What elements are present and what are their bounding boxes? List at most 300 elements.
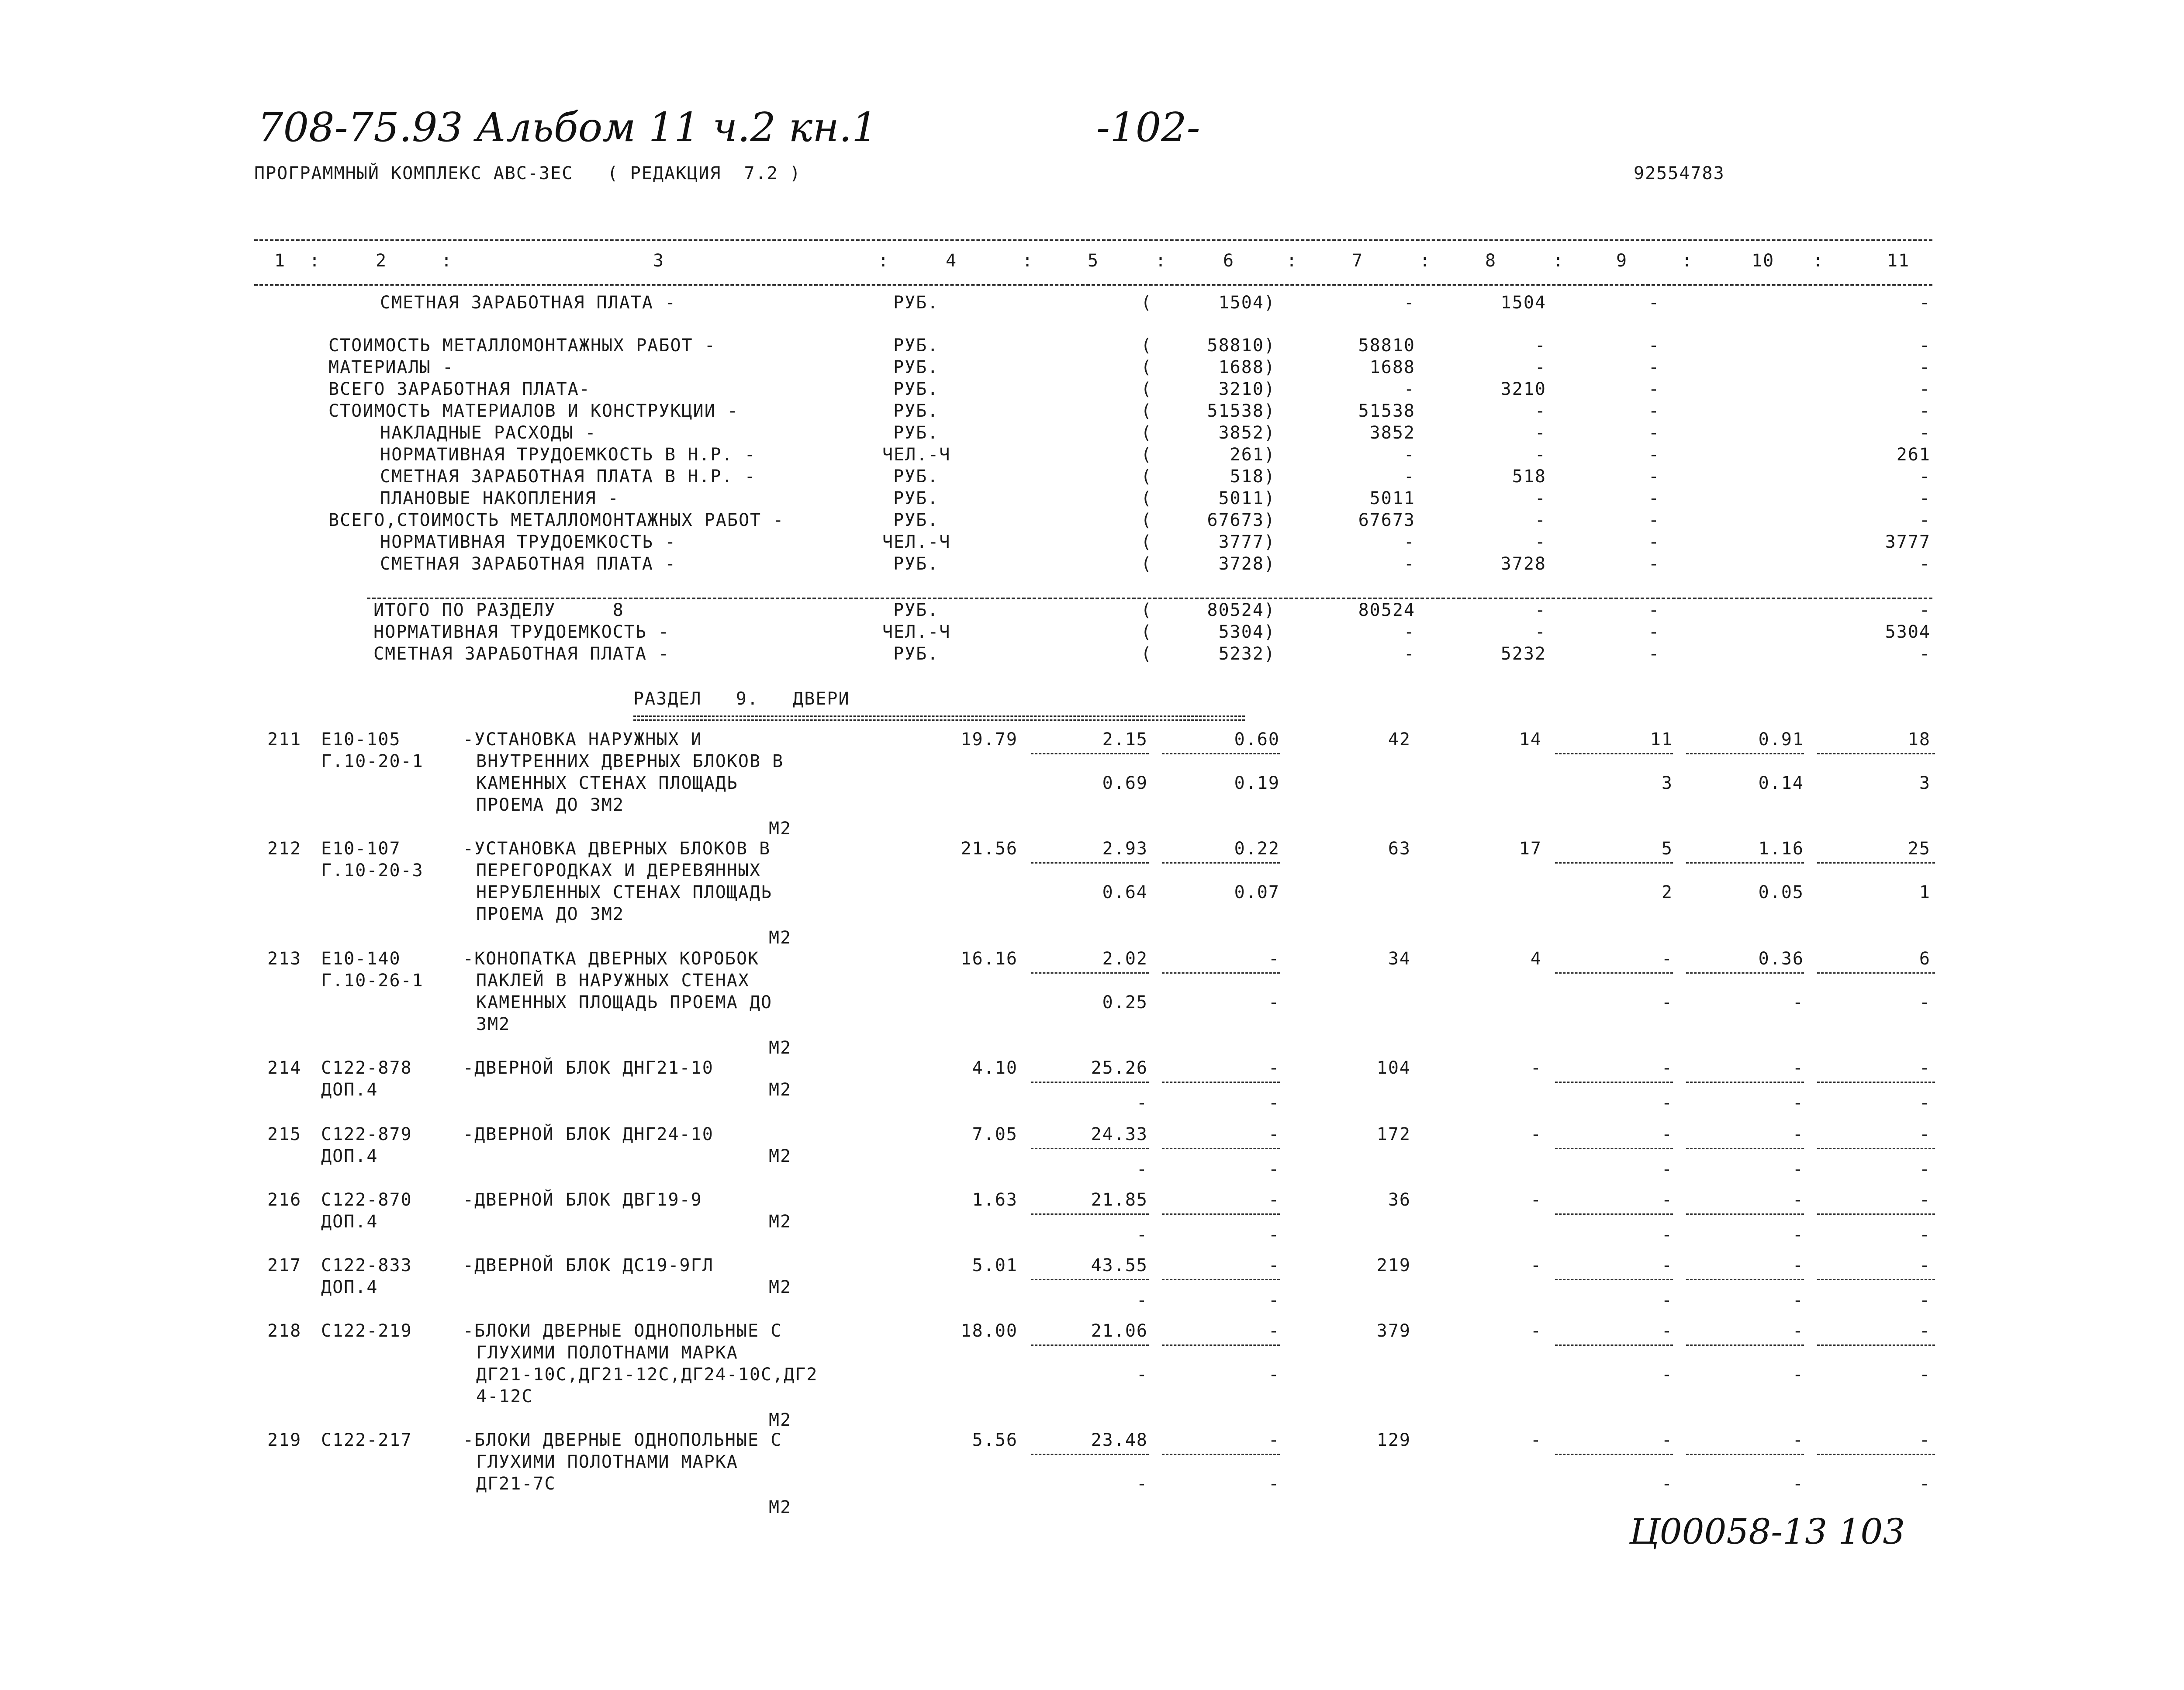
item-divider-col11 [1817,1148,1935,1149]
summary-col8: - [1534,488,1546,508]
handwritten-album-reference: 708-75.93 Альбом 11 ч.2 кн.1 [258,104,878,151]
total-col7: - [1403,622,1415,642]
item-divider-col5 [1031,1082,1149,1083]
item-description-line: ВНУТРЕННИХ ДВЕРНЫХ БЛОКОВ В [476,751,784,771]
summary-col7: - [1403,379,1415,399]
column-header-1: 1 [274,251,286,271]
summary-col11: - [1919,379,1931,399]
item-col7: 36 [1388,1190,1411,1210]
item-number: 216 [267,1190,302,1210]
item-divider-col9 [1555,862,1673,864]
item-divider-col6 [1162,1454,1280,1455]
item-col11: - [1919,1255,1931,1275]
item-col9-lower: 3 [1661,773,1673,793]
summary-col7: 1688 [1369,357,1415,377]
item-col11: - [1919,1124,1931,1144]
item-divider-col10 [1686,862,1804,864]
summary-unit: РУБ. [893,467,939,487]
item-description-line: -ДВЕРНОЙ БЛОК ДВГ19-9 [463,1190,702,1210]
header-bottom-rule [254,284,1932,286]
item-code-ref: Г.10-20-1 [321,751,424,771]
item-col9: 11 [1650,729,1673,750]
item-code: С122-217 [321,1430,412,1450]
item-col4-quantity: 16.16 [961,949,1018,969]
item-col10: 0.36 [1758,949,1804,969]
item-col10: - [1792,1321,1804,1341]
item-col6: - [1268,1124,1280,1144]
open-paren: ( [1141,644,1153,664]
item-col7: 379 [1376,1321,1411,1341]
item-description-line: ПЕРЕГОРОДКАХ И ДЕРЕВЯННЫХ [476,861,761,881]
summary-col11: - [1919,467,1931,487]
open-paren: ( [1141,357,1153,377]
summary-col6: 3852) [1218,423,1275,443]
item-col11-lower: - [1919,1474,1931,1494]
item-code-ref: ДОП.4 [321,1146,378,1166]
item-col11: - [1919,1190,1931,1210]
total-col6: 5232) [1218,644,1275,664]
summary-unit: ЧЕЛ.-Ч [882,445,951,465]
item-divider-col5 [1031,1213,1149,1215]
item-code-ref: ДОП.4 [321,1212,378,1232]
column-header-4: 4 [946,251,957,271]
item-col11-lower: - [1919,1365,1931,1385]
item-col9: - [1661,1430,1673,1450]
summary-col7: - [1403,467,1415,487]
item-divider-col10 [1686,1082,1804,1083]
item-divider-col10 [1686,1344,1804,1346]
item-description-line: -ДВЕРНОЙ БЛОК ДНГ24-10 [463,1124,714,1144]
item-col7: 129 [1376,1430,1411,1450]
summary-label: ВСЕГО ЗАРАБОТНАЯ ПЛАТА- [328,379,591,399]
item-code: С122-878 [321,1058,412,1078]
summary-label: СМЕТНАЯ ЗАРАБОТНАЯ ПЛАТА В Н.Р. - [380,467,756,487]
summary-unit: РУБ. [893,423,939,443]
total-unit: РУБ. [893,644,939,664]
item-col11-lower: - [1919,1290,1931,1310]
summary-label: СМЕТНАЯ ЗАРАБОТНАЯ ПЛАТА - [380,293,677,313]
item-col5-lower: - [1136,1159,1148,1179]
item-col10-lower: - [1792,1365,1804,1385]
item-code: С122-833 [321,1255,412,1275]
item-code-ref: ДОП.4 [321,1277,378,1297]
summary-col6: 3777) [1218,532,1275,552]
item-col5: 2.93 [1102,839,1148,859]
summary-unit: РУБ. [893,379,939,399]
item-description-line: -ДВЕРНОЙ БЛОК ДС19-9ГЛ [463,1255,714,1275]
summary-col8: - [1534,335,1546,356]
summary-col6: 261) [1230,445,1275,465]
summary-col7: - [1403,445,1415,465]
item-col6: 0.22 [1234,839,1280,859]
summary-col7: 67673 [1358,510,1415,530]
item-divider-col5 [1031,1344,1149,1346]
total-col11: 5304 [1885,622,1931,642]
item-number: 215 [267,1124,302,1144]
item-divider-col10 [1686,972,1804,974]
item-col6: - [1268,1058,1280,1078]
total-label: ИТОГО ПО РАЗДЕЛУ 8 [373,600,624,620]
document-code: 92554783 [1634,163,1725,183]
item-col11-lower: - [1919,992,1931,1013]
summary-col8: - [1534,423,1546,443]
summary-col9: - [1648,510,1660,530]
item-col9-lower: - [1661,1365,1673,1385]
summary-col6: 5011) [1218,488,1275,508]
item-divider-col5 [1031,972,1149,974]
summary-col9: - [1648,401,1660,421]
summary-col9: - [1648,357,1660,377]
item-col11-lower: - [1919,1093,1931,1113]
item-description-line: 4-12С [476,1386,533,1407]
open-paren: ( [1141,467,1153,487]
open-paren: ( [1141,445,1153,465]
total-col9: - [1648,644,1660,664]
item-col8: - [1530,1321,1542,1341]
open-paren: ( [1141,423,1153,443]
total-col6: 5304) [1218,622,1275,642]
summary-col7: - [1403,554,1415,574]
item-number: 218 [267,1321,302,1341]
item-col9-lower: 2 [1661,882,1673,902]
item-divider-col10 [1686,1148,1804,1149]
item-description-line: -ДВЕРНОЙ БЛОК ДНГ21-10 [463,1058,714,1078]
item-unit: М2 [769,1277,792,1297]
item-col5: 25.26 [1091,1058,1148,1078]
item-col6-lower: - [1268,1474,1280,1494]
item-divider-col5 [1031,1148,1149,1149]
item-description-line: ДГ21-10С,ДГ21-12С,ДГ24-10С,ДГ2 [476,1365,818,1385]
item-divider-col11 [1817,862,1935,864]
item-divider-col10 [1686,1279,1804,1280]
summary-col11: - [1919,293,1931,313]
summary-col9: - [1648,554,1660,574]
item-col11: - [1919,1321,1931,1341]
column-header-6: 6 [1223,251,1235,271]
item-col4-quantity: 21.56 [961,839,1018,859]
item-col4-quantity: 1.63 [972,1190,1018,1210]
item-col5: 21.85 [1091,1190,1148,1210]
summary-col7: - [1403,293,1415,313]
item-col10-lower: - [1792,1093,1804,1113]
item-description-line: КАМЕННЫХ ПЛОЩАДЬ ПРОЕМА ДО [476,992,773,1013]
item-col9: - [1661,1190,1673,1210]
item-description-line: -БЛОКИ ДВЕРНЫЕ ОДНОПОЛЬНЫЕ С [463,1430,782,1450]
item-col7: 34 [1388,949,1411,969]
item-col9-lower: - [1661,992,1673,1013]
column-header-8: 8 [1485,251,1497,271]
item-divider-col11 [1817,753,1935,754]
item-col10: - [1792,1430,1804,1450]
total-col11: - [1919,600,1931,620]
summary-col6: 3728) [1218,554,1275,574]
item-col10: - [1792,1255,1804,1275]
item-divider-col5 [1031,753,1149,754]
item-col8: - [1530,1190,1542,1210]
column-header-7: 7 [1352,251,1364,271]
total-col8: - [1534,600,1546,620]
column-header-9: 9 [1616,251,1628,271]
summary-label: МАТЕРИАЛЫ - [328,357,454,377]
item-divider-col10 [1686,1454,1804,1455]
item-unit: М2 [769,1410,792,1430]
item-col6: - [1268,1430,1280,1450]
column-separator: : [878,251,890,271]
item-col11-lower: 3 [1919,773,1931,793]
total-unit: РУБ. [893,600,939,620]
item-col5-lower: 0.25 [1102,992,1148,1013]
summary-col8: 518 [1512,467,1546,487]
item-col5-lower: - [1136,1290,1148,1310]
summary-col11: 3777 [1885,532,1931,552]
item-divider-col11 [1817,1213,1935,1215]
summary-col8: - [1534,401,1546,421]
item-code: Е10-140 [321,949,401,969]
summary-unit: РУБ. [893,401,939,421]
total-col9: - [1648,622,1660,642]
summary-unit: РУБ. [893,488,939,508]
item-unit: М2 [769,1146,792,1166]
item-col10: 1.16 [1758,839,1804,859]
open-paren: ( [1141,554,1153,574]
item-divider-col6 [1162,972,1280,974]
summary-label: НОРМАТИВНАЯ ТРУДОЕМКОСТЬ - [380,532,677,552]
handwritten-page-number: -102- [1096,104,1200,151]
item-col4-quantity: 4.10 [972,1058,1018,1078]
item-description-line: -КОНОПАТКА ДВЕРНЫХ КОРОБОК [463,949,760,969]
summary-col9: - [1648,467,1660,487]
item-divider-col11 [1817,1082,1935,1083]
summary-col11: - [1919,488,1931,508]
open-paren: ( [1141,600,1153,620]
item-col4-quantity: 19.79 [961,729,1018,750]
handwritten-archive-number: Ц00058-13 103 [1629,1511,1905,1552]
item-col7: 63 [1388,839,1411,859]
item-divider-col6 [1162,862,1280,864]
item-col8: - [1530,1124,1542,1144]
total-col7: 80524 [1358,600,1415,620]
item-col5: 2.02 [1102,949,1148,969]
item-unit: М2 [769,1080,792,1100]
summary-label: СТОИМОСТЬ МЕТАЛЛОМОНТАЖНЫХ РАБОТ - [328,335,716,356]
item-description-line: ДГ21-7С [476,1474,556,1494]
open-paren: ( [1141,510,1153,530]
item-divider-col9 [1555,972,1673,974]
item-col10-lower: 0.14 [1758,773,1804,793]
column-separator: : [309,251,321,271]
item-code-ref: Г.10-20-3 [321,861,424,881]
item-divider-col9 [1555,1213,1673,1215]
item-unit: М2 [769,1212,792,1232]
item-col4-quantity: 5.01 [972,1255,1018,1275]
item-unit: М2 [769,1497,792,1517]
summary-label: ПЛАНОВЫЕ НАКОПЛЕНИЯ - [380,488,619,508]
item-col8: 4 [1530,949,1542,969]
item-col9: - [1661,949,1673,969]
program-header: ПРОГРАММНЫЙ КОМПЛЕКС АВС-3ЕС ( РЕДАКЦИЯ 7.2 ) [254,163,801,183]
item-col10-lower: 0.05 [1758,882,1804,902]
item-col8: - [1530,1430,1542,1450]
item-description-line: ГЛУХИМИ ПОЛОТНАМИ МАРКА [476,1343,738,1363]
item-col8: - [1530,1058,1542,1078]
summary-label: НОРМАТИВНАЯ ТРУДОЕМКОСТЬ В Н.Р. - [380,445,756,465]
summary-col11: - [1919,554,1931,574]
summary-col7: 58810 [1358,335,1415,356]
summary-col8: 3210 [1500,379,1546,399]
item-col9: - [1661,1255,1673,1275]
item-unit: М2 [769,1038,792,1058]
summary-col7: 51538 [1358,401,1415,421]
summary-col9: - [1648,488,1660,508]
item-col7: 42 [1388,729,1411,750]
column-header-3: 3 [653,251,665,271]
item-divider-col10 [1686,1213,1804,1215]
item-description-line: ПРОЕМА ДО 3М2 [476,795,625,815]
open-paren: ( [1141,622,1153,642]
column-separator: : [1682,251,1693,271]
item-col5-lower: 0.64 [1102,882,1148,902]
item-col8: 17 [1519,839,1542,859]
item-col5: 43.55 [1091,1255,1148,1275]
item-number: 214 [267,1058,302,1078]
summary-unit: РУБ. [893,293,939,313]
item-divider-col9 [1555,753,1673,754]
item-description-line: ПАКЛЕЙ В НАРУЖНЫХ СТЕНАХ [476,971,750,991]
item-col10-lower: - [1792,1159,1804,1179]
column-separator: : [1022,251,1034,271]
item-col10: - [1792,1124,1804,1144]
item-col9: - [1661,1321,1673,1341]
section-title: РАЗДЕЛ 9. ДВЕРИ [633,689,850,709]
item-col9-lower: - [1661,1159,1673,1179]
total-col6: 80524) [1207,600,1275,620]
summary-col7: 3852 [1369,423,1415,443]
item-divider-col9 [1555,1279,1673,1280]
open-paren: ( [1141,532,1153,552]
item-col4-quantity: 5.56 [972,1430,1018,1450]
summary-col8: 3728 [1500,554,1546,574]
summary-col11: 261 [1896,445,1931,465]
item-col8: - [1530,1255,1542,1275]
item-col6: - [1268,949,1280,969]
summary-label: НАКЛАДНЫЕ РАСХОДЫ - [380,423,597,443]
summary-col8: - [1534,445,1546,465]
item-col4-quantity: 18.00 [961,1321,1018,1341]
summary-col11: - [1919,335,1931,356]
item-divider-col5 [1031,1279,1149,1280]
item-col6-lower: - [1268,992,1280,1013]
item-number: 211 [267,729,302,750]
total-col7: - [1403,644,1415,664]
item-col5-lower: - [1136,1225,1148,1245]
column-header-11: 11 [1887,251,1910,271]
summary-col6: 3210) [1218,379,1275,399]
item-code: С122-870 [321,1190,412,1210]
item-col11-lower: - [1919,1225,1931,1245]
item-col6-lower: 0.19 [1234,773,1280,793]
item-divider-col11 [1817,972,1935,974]
item-divider-col9 [1555,1454,1673,1455]
summary-col6: 518) [1230,467,1275,487]
item-col8: 14 [1519,729,1542,750]
item-col9-lower: - [1661,1474,1673,1494]
item-code: Е10-107 [321,839,401,859]
item-description-line: -УСТАНОВКА НАРУЖНЫХ И [463,729,702,750]
open-paren: ( [1141,335,1153,356]
item-col5: 23.48 [1091,1430,1148,1450]
total-col8: 5232 [1500,644,1546,664]
column-header-10: 10 [1752,251,1775,271]
summary-col6: 51538) [1207,401,1275,421]
item-divider-col9 [1555,1082,1673,1083]
summary-col6: 58810) [1207,335,1275,356]
item-col5-lower: - [1136,1093,1148,1113]
item-col9-lower: - [1661,1093,1673,1113]
item-col11: 6 [1919,949,1931,969]
column-header-5: 5 [1088,251,1099,271]
item-code-ref: ДОП.4 [321,1080,378,1100]
summary-col11: - [1919,401,1931,421]
item-col11-lower: 1 [1919,882,1931,902]
summary-label: СМЕТНАЯ ЗАРАБОТНАЯ ПЛАТА - [380,554,677,574]
item-col6-lower: - [1268,1365,1280,1385]
column-separator: : [1420,251,1431,271]
item-divider-col6 [1162,1279,1280,1280]
item-col10-lower: - [1792,992,1804,1013]
item-divider-col10 [1686,753,1804,754]
item-col11: 25 [1908,839,1931,859]
summary-label: ВСЕГО,СТОИМОСТЬ МЕТАЛЛОМОНТАЖНЫХ РАБОТ - [328,510,784,530]
item-col6-lower: 0.07 [1234,882,1280,902]
item-col6: - [1268,1321,1280,1341]
summary-col11: - [1919,510,1931,530]
item-col5: 24.33 [1091,1124,1148,1144]
header-top-rule [254,239,1932,241]
item-col9: 5 [1661,839,1673,859]
total-col8: - [1534,622,1546,642]
item-col5-lower: - [1136,1365,1148,1385]
item-number: 219 [267,1430,302,1450]
total-label: НОРМАТИВНАЯ ТРУДОЕМКОСТЬ - [373,622,670,642]
item-col6-lower: - [1268,1290,1280,1310]
open-paren: ( [1141,401,1153,421]
total-unit: ЧЕЛ.-Ч [882,622,951,642]
item-description-line: 3М2 [476,1014,511,1034]
item-col9: - [1661,1124,1673,1144]
item-description-line: ПРОЕМА ДО 3М2 [476,904,625,924]
summary-col11: - [1919,423,1931,443]
summary-col6: 67673) [1207,510,1275,530]
item-code-ref: Г.10-26-1 [321,971,424,991]
item-col11: - [1919,1430,1931,1450]
item-col6-lower: - [1268,1159,1280,1179]
item-col6: 0.60 [1234,729,1280,750]
section-title-underline [633,715,1245,721]
item-col6-lower: - [1268,1093,1280,1113]
item-col6: - [1268,1255,1280,1275]
summary-col8: - [1534,357,1546,377]
summary-col8: - [1534,510,1546,530]
summary-col6: 1688) [1218,357,1275,377]
item-col6-lower: - [1268,1225,1280,1245]
summary-col8: - [1534,532,1546,552]
item-description-line: НЕРУБЛЕННЫХ СТЕНАХ ПЛОЩАДЬ [476,882,773,902]
item-col5-lower: 0.69 [1102,773,1148,793]
summary-col9: - [1648,445,1660,465]
item-col10-lower: - [1792,1474,1804,1494]
item-number: 213 [267,949,302,969]
item-number: 212 [267,839,302,859]
